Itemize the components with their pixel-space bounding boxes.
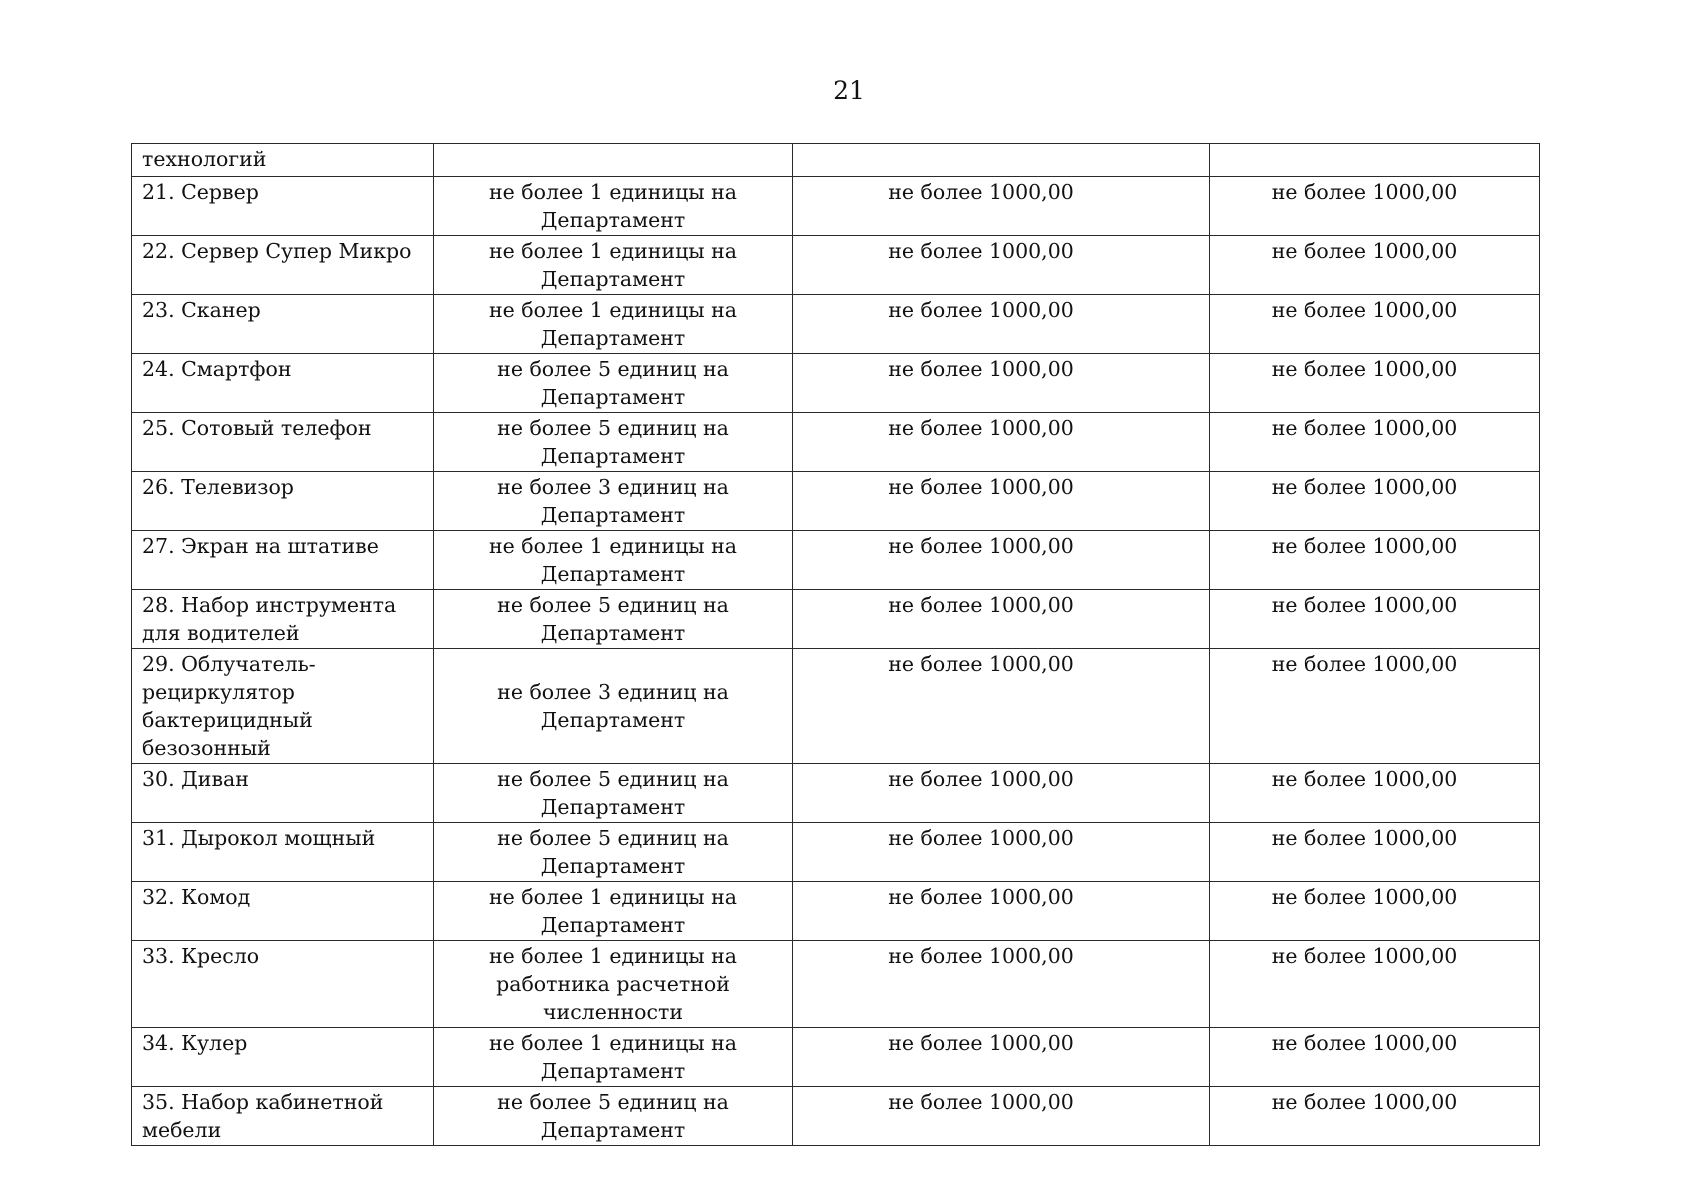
- item-name-line: рециркулятор: [142, 680, 295, 704]
- price-cell: не более 1000,00: [793, 295, 1210, 354]
- limit-line: Департамент: [540, 444, 686, 468]
- table-row: [132, 1087, 1540, 1146]
- table-row: [132, 649, 1540, 764]
- table-row: [132, 941, 1540, 1028]
- price-cell: не более 1000,00: [1210, 295, 1540, 354]
- limit-cell: [434, 590, 793, 649]
- limit-cell: [434, 295, 793, 354]
- limit-cell: [434, 472, 793, 531]
- price-cell: не более 1000,00: [1210, 354, 1540, 413]
- table-row: [132, 882, 1540, 941]
- item-name-cell: 32. Комод: [132, 882, 434, 941]
- limit-line: не более 1 единицы на: [488, 1031, 737, 1055]
- item-name-cell: [132, 649, 434, 764]
- limit-cell: [434, 1028, 793, 1087]
- price-cell: не более 1000,00: [1210, 882, 1540, 941]
- price-cell: не более 1000,00: [1210, 649, 1540, 764]
- price-cell: не более 1000,00: [793, 177, 1210, 236]
- price-cell: не более 1000,00: [793, 1028, 1210, 1087]
- item-name-cell: 34. Кулер: [132, 1028, 434, 1087]
- price-cell: не более 1000,00: [793, 764, 1210, 823]
- table-row: [132, 413, 1540, 472]
- price-cell: не более 1000,00: [793, 882, 1210, 941]
- price-cell: не более 1000,00: [1210, 1087, 1540, 1146]
- price-cell: не более 1000,00: [1210, 472, 1540, 531]
- item-name-line: мебели: [142, 1118, 222, 1142]
- limit-line: не более 1 единицы на: [488, 239, 737, 263]
- price-cell: не более 1000,00: [793, 236, 1210, 295]
- price-cell: не более 1000,00: [1210, 236, 1540, 295]
- limit-line: не более 5 единиц на: [497, 1090, 729, 1114]
- item-name-cell: 33. Кресло: [132, 941, 434, 1028]
- price-cell: не более 1000,00: [793, 590, 1210, 649]
- price-cell: не более 1000,00: [1210, 590, 1540, 649]
- item-name-line: безозонный: [142, 736, 271, 760]
- limit-cell: [434, 941, 793, 1028]
- limit-line: Департамент: [540, 385, 686, 409]
- limit-line: Департамент: [540, 1118, 686, 1142]
- limit-line: не более 1 единицы на: [488, 298, 737, 322]
- table-row: [132, 590, 1540, 649]
- limit-cell: [434, 823, 793, 882]
- table-row: [132, 236, 1540, 295]
- limit-line: Департамент: [540, 795, 686, 819]
- item-name-cell: 23. Сканер: [132, 295, 434, 354]
- price-cell: не более 1000,00: [1210, 823, 1540, 882]
- limit-cell: [434, 531, 793, 590]
- limit-line: численности: [542, 1000, 683, 1024]
- table-row: [132, 823, 1540, 882]
- price-cell: не более 1000,00: [1210, 177, 1540, 236]
- price-cell: не более 1000,00: [793, 413, 1210, 472]
- price-cell: не более 1000,00: [1210, 764, 1540, 823]
- item-name-cell: 27. Экран на штативе: [132, 531, 434, 590]
- price-cell: не более 1000,00: [1210, 1028, 1540, 1087]
- limit-line: работника расчетной: [496, 972, 730, 996]
- table-row: [132, 295, 1540, 354]
- item-name-cell: 30. Диван: [132, 764, 434, 823]
- limit-line: не более 5 единиц на: [497, 357, 729, 381]
- item-name-cell: 25. Сотовый телефон: [132, 413, 434, 472]
- item-name-cell: 22. Сервер Супер Микро: [132, 236, 434, 295]
- limit-cell: [434, 177, 793, 236]
- limit-line: Департамент: [540, 913, 686, 937]
- price-cell: не более 1000,00: [793, 354, 1210, 413]
- limit-line: не более 1 единицы на: [488, 885, 737, 909]
- price-cell: не более 1000,00: [793, 823, 1210, 882]
- price-cell: [1210, 144, 1540, 177]
- item-name-cell: технологий: [132, 144, 434, 177]
- limit-cell: [434, 882, 793, 941]
- limit-line: Департамент: [540, 267, 686, 291]
- item-name-line: бактерицидный: [142, 708, 313, 732]
- limit-line: Департамент: [540, 326, 686, 350]
- limit-cell: [434, 764, 793, 823]
- price-cell: не более 1000,00: [1210, 531, 1540, 590]
- item-name-line: 35. Набор кабинетной: [142, 1090, 384, 1114]
- price-cell: не более 1000,00: [793, 649, 1210, 764]
- limit-line: не более 1 единицы на: [488, 534, 737, 558]
- price-cell: не более 1000,00: [793, 1087, 1210, 1146]
- limit-line: Департамент: [540, 503, 686, 527]
- norms-table: [131, 143, 1540, 1146]
- limit-line: Департамент: [540, 621, 686, 645]
- limit-line: не более 5 единиц на: [497, 826, 729, 850]
- item-name-cell: 31. Дырокол мощный: [132, 823, 434, 882]
- item-name-cell: 24. Смартфон: [132, 354, 434, 413]
- price-cell: [793, 144, 1210, 177]
- table-row: [132, 354, 1540, 413]
- table-row: [132, 472, 1540, 531]
- limit-line: не более 3 единиц на: [497, 475, 729, 499]
- item-name-cell: 21. Сервер: [132, 177, 434, 236]
- limit-cell: [434, 236, 793, 295]
- limit-line: не более 5 единиц на: [497, 593, 729, 617]
- limit-line: не более 5 единиц на: [497, 416, 729, 440]
- table-row: [132, 1028, 1540, 1087]
- limit-line: Департамент: [540, 1059, 686, 1083]
- table-row: [132, 764, 1540, 823]
- item-name-cell: [132, 1087, 434, 1146]
- page-number: 21: [833, 76, 865, 105]
- limit-line: не более 5 единиц на: [497, 767, 729, 791]
- table-row: [132, 531, 1540, 590]
- limit-cell: [434, 649, 793, 764]
- limit-line: не более 1 единицы на: [488, 944, 737, 968]
- limit-line: Департамент: [540, 562, 686, 586]
- item-name-line: 28. Набор инструмента: [142, 593, 397, 617]
- price-cell: не более 1000,00: [1210, 413, 1540, 472]
- item-name-cell: 26. Телевизор: [132, 472, 434, 531]
- price-cell: не более 1000,00: [793, 941, 1210, 1028]
- limit-cell: [434, 144, 793, 177]
- limit-line: не более 1 единицы на: [488, 180, 737, 204]
- limit-line: Департамент: [540, 208, 686, 232]
- limit-line: Департамент: [540, 854, 686, 878]
- table-row: [132, 177, 1540, 236]
- limit-line: не более 3 единиц на: [497, 680, 729, 704]
- price-cell: не более 1000,00: [1210, 941, 1540, 1028]
- limit-cell: [434, 413, 793, 472]
- price-cell: не более 1000,00: [793, 472, 1210, 531]
- price-cell: не более 1000,00: [793, 531, 1210, 590]
- limit-cell: [434, 354, 793, 413]
- item-name-line: для водителей: [142, 621, 300, 645]
- limit-line: Департамент: [540, 708, 686, 732]
- limit-cell: [434, 1087, 793, 1146]
- item-name-line: 29. Облучатель-: [142, 652, 316, 676]
- item-name-cell: [132, 590, 434, 649]
- table-row-continuation: [132, 144, 1540, 177]
